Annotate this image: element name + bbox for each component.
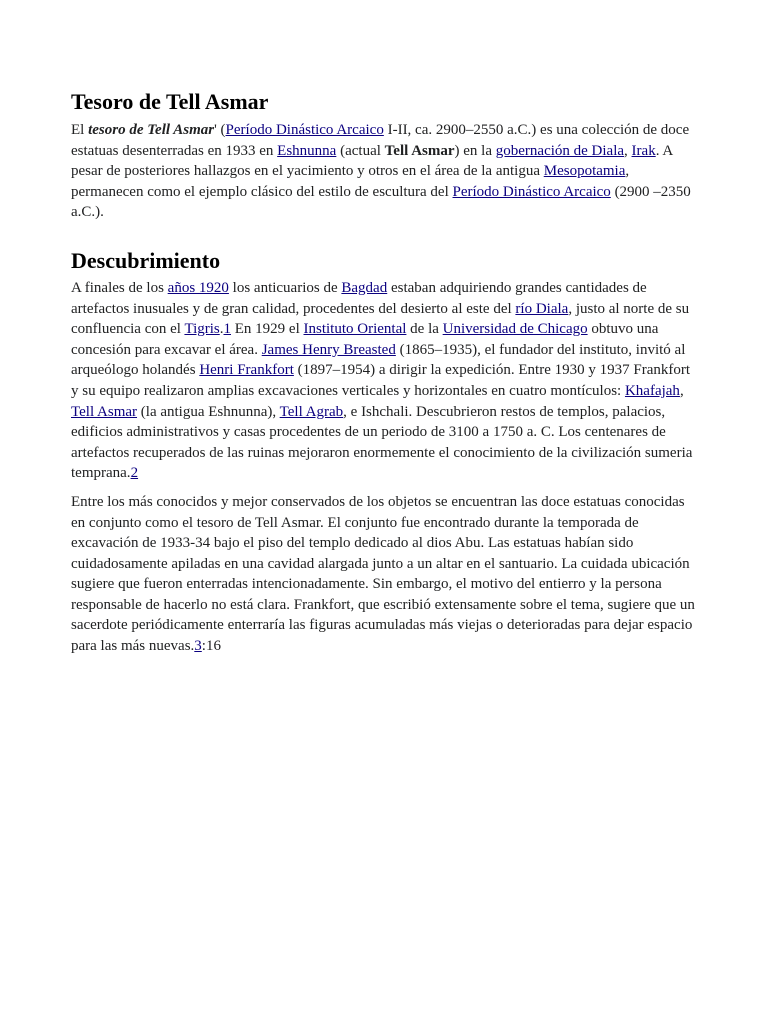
link-periodo-dinastico-arcaico[interactable]: Período Dinástico Arcaico — [225, 122, 384, 138]
link-periodo-dinastico-arcaico-2[interactable]: Período Dinástico Arcaico — [452, 183, 611, 200]
article-subject: tesoro de Tell Asmar — [88, 122, 215, 138]
text: estaban adquiriendo grandes cantidades de artefactos inusuales y de gran calidad, procedentes del desierto al este del — [71, 279, 647, 317]
link-universidad-de-chicago[interactable]: Universidad de Chicago — [442, 321, 588, 338]
link-henri-frankfort[interactable]: Henri Frankfort — [199, 362, 294, 379]
discovery-paragraph-1 — [71, 278, 697, 484]
text: , justo al norte de su confluencia con el — [71, 300, 690, 338]
text: (1897–1954) a dirigir la expedición. Entre 1930 y 1937 Frankfort y su equipo realizaron amplias excavaciones verticales y horizontales en cuatro montículos: — [71, 362, 691, 399]
reference-link-2[interactable]: 2 — [130, 465, 139, 482]
text: obtuvo una concesión para excavar el área. — [71, 321, 659, 358]
text: , — [624, 142, 632, 159]
article — [71, 88, 697, 665]
text: (la antigua Eshnunna), — [137, 403, 280, 420]
bold-text: Tell Asmar — [384, 142, 455, 159]
reference-link-1[interactable]: 1 — [223, 321, 231, 338]
text: Entre los más conocidos y mejor conservados de los objetos se encuentran las doce estatuas conocidas en conjunto como el tesoro de Tell Asmar. El conjunto fue encontrado durante la temporada de excavación de 1933-34 bajo el piso del templo dedicado al dios Abu. Las estatuas habían sido cuidadosamente apiladas en una cavidad alargada junto a un altar en el santuario. La cuidada ubicación sugiere que fueron enterradas intencionadamente. Sin embargo, el motivo del entierro y la persona responsable de hacerlo no está clara. Frankfort, que escribió extensamente sobre el tema, sugiere que un sacerdote periódicamente enterraría las figuras acumuladas más viejas o deterioradas para dejar espacio para las más nuevas. — [71, 493, 695, 655]
text: El — [71, 122, 89, 138]
link-instituto-oriental[interactable]: Instituto Oriental — [303, 321, 407, 338]
link-tell-asmar[interactable]: Tell Asmar — [71, 403, 138, 420]
text: :16 — [201, 638, 221, 655]
link-bagdad[interactable]: Bagdad — [341, 279, 388, 296]
link-gobernacion-de-diala[interactable]: gobernación de Diala — [495, 142, 625, 159]
link-irak[interactable]: Irak — [631, 142, 656, 159]
link-rio-diala[interactable]: río Diala — [515, 300, 569, 317]
reference-link-3[interactable]: 3 — [194, 638, 202, 655]
text: (actual — [336, 142, 385, 159]
text: (2900 –2350 a.C.). — [71, 183, 691, 221]
link-khafajah[interactable]: Khafajah — [624, 382, 680, 399]
link-james-henry-breasted[interactable]: James Henry Breasted — [261, 341, 396, 358]
text: (1865–1935), el fundador del instituto, invitó al arqueólogo holandés — [71, 341, 686, 379]
link-mesopotamia[interactable]: Mesopotamia — [543, 163, 626, 180]
text: A finales de los — [71, 279, 168, 296]
text: de la — [406, 321, 443, 338]
text: En 1929 el — [231, 321, 304, 338]
text: , permanecen como el ejemplo clásico del estilo de escultura del — [71, 163, 630, 200]
link-tigris[interactable]: Tigris — [184, 321, 220, 338]
text: , — [679, 382, 684, 399]
text: ) en la — [454, 142, 496, 159]
text: , e Ishchali. Descubrieron restos de templos, palacios, edificios administrativos y casas procedentes de un periodo de 3100 a 1750 a. C. Los centenares de artefactos recuperados de las ruinas mejoraron enormemente el conocimiento de la civilización sumeria temprana. — [71, 403, 693, 482]
text: I-II, ca. 2900–2550 a.C.) es una colección de doce estatuas desenterradas en 1933 en — [71, 122, 690, 159]
text: . — [219, 321, 224, 338]
link-anos-1920[interactable]: años 1920 — [167, 279, 229, 296]
link-tell-agrab[interactable]: Tell Agrab — [279, 403, 344, 420]
text: . A pesar de posteriores hallazgos en el yacimiento y otros en el área de la antigua — [71, 142, 673, 180]
section-heading: Descubrimiento — [71, 247, 221, 273]
discovery-paragraph-2 — [71, 492, 697, 657]
text: ' ( — [214, 122, 226, 138]
intro-paragraph — [71, 120, 697, 223]
text: los anticuarios de — [228, 279, 342, 296]
link-eshnunna[interactable]: Eshnunna — [277, 142, 337, 159]
page-title: Tesoro de Tell Asmar — [71, 89, 269, 114]
